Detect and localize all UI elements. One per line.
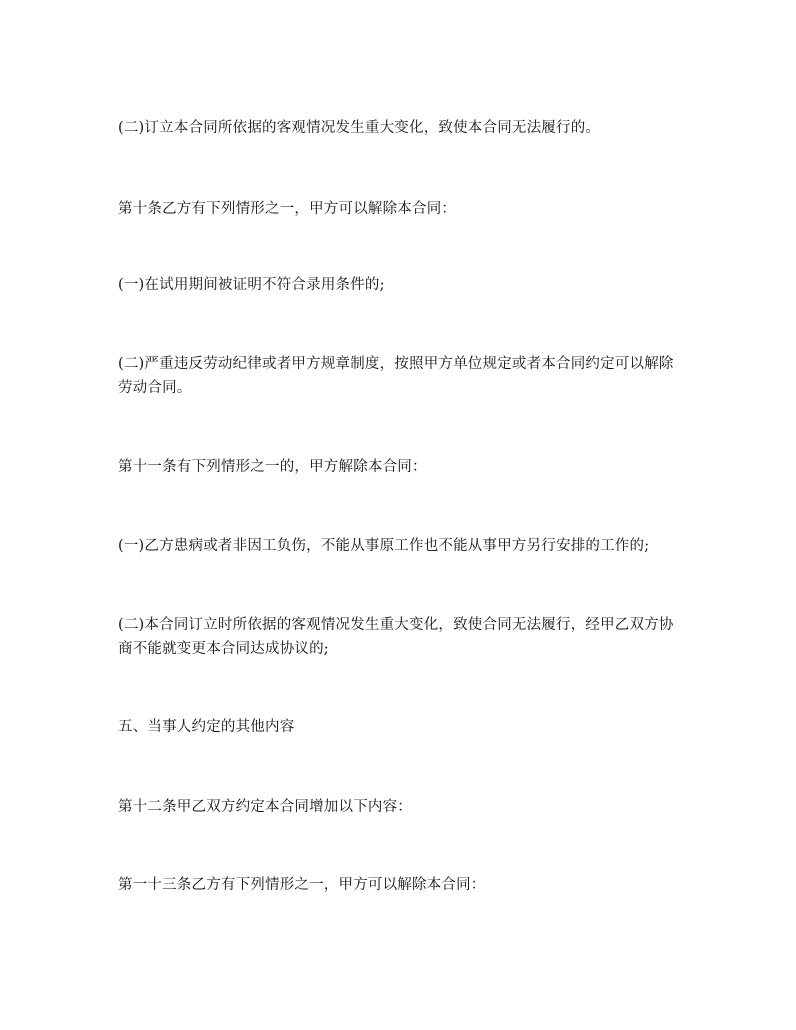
article-12-heading: 第十二条甲乙双方约定本合同增加以下内容：: [118, 799, 412, 815]
section-heading: 五、当事人约定的其他内容: [118, 719, 295, 735]
clause-paragraph: (二)订立本合同所依据的客观情况发生重大变化，致使本合同无法履行的。: [118, 120, 601, 136]
article-10-heading: 第十条乙方有下列情形之一，甲方可以解除本合同：: [118, 201, 457, 217]
article-11-heading: 第十一条有下列情形之一的，甲方解除本合同：: [118, 459, 427, 475]
clause-paragraph: (一)在试用期间被证明不符合录用条件的;: [118, 277, 385, 293]
article-13-heading: 第一十三条乙方有下列情形之一，甲方可以解除本合同：: [118, 877, 486, 893]
clause-paragraph: (二)严重违反劳动纪律或者甲方规章制度，按照甲方单位规定或者本合同约定可以解除劳动合同。: [118, 356, 674, 396]
clause-paragraph: (二)本合同订立时所依据的客观情况发生重大变化，致使合同无法履行，经甲乙双方协商不能就变更本合同达成协议的;: [118, 617, 674, 657]
clause-paragraph: (一)乙方患病或者非因工负伤，不能从事原工作也不能从事甲方另行安排的工作的;: [118, 538, 650, 554]
